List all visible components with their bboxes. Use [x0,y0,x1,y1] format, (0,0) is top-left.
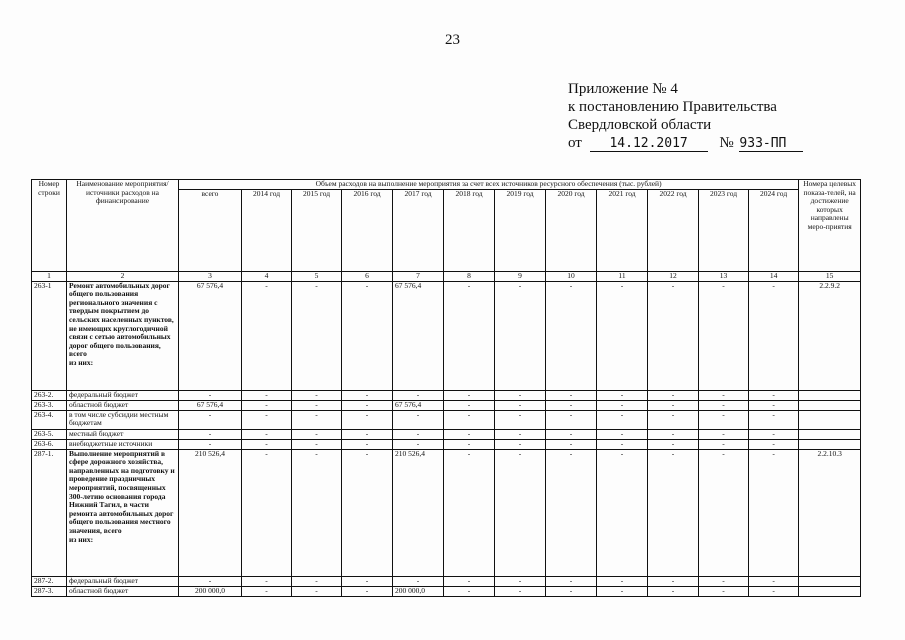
header-year: 2015 год [292,189,342,271]
row-year-cell: - [648,410,699,429]
column-number: 15 [799,271,861,281]
column-number: 13 [699,271,749,281]
row-year-cell: - [648,429,699,439]
header-year: 2014 год [242,189,292,271]
row-year-cell: - [546,586,597,596]
table-row [32,400,861,410]
row-name-cell [67,439,179,449]
row-year-cell: - [699,586,749,596]
row-year-cell: - [749,576,799,586]
row-year-cell: - [546,281,597,390]
row-year-cell: - [699,400,749,410]
row-year-cell: - [292,586,342,596]
header-year: 2021 год [597,189,648,271]
resolution-number: 933-ПП [739,137,803,152]
column-number: 12 [648,271,699,281]
header-year: 2016 год [342,189,393,271]
row-number-cell: 263-3. [32,400,67,410]
row-year-cell: - [342,586,393,596]
row-target-cell [799,586,861,596]
header-volume: Объем расходов на выполнение мероприятия за счет всех источников ресурсного обеспечения (тыс. рублей) [179,180,799,190]
row-year-cell: - [546,390,597,400]
row-name-text: федеральный бюджет [69,390,139,399]
table-row [32,439,861,449]
header-year: 2017 год [393,189,444,271]
header-year: 2022 год [648,189,699,271]
row-year-cell: - [597,281,648,390]
row-year-cell: - [393,390,444,400]
row-total-cell: - [179,410,242,429]
row-year-cell: - [342,410,393,429]
row-year-cell: - [749,449,799,576]
expenses-table [31,179,861,597]
row-year-cell: - [749,439,799,449]
row-name-cell [67,281,179,390]
row-name-tail: из них: [69,357,94,367]
row-year-cell: - [749,400,799,410]
appendix-header [568,80,803,152]
column-number: 14 [749,271,799,281]
row-name-cell [67,390,179,400]
row-name-text: федеральный бюджет [69,576,139,585]
row-year-cell: - [393,429,444,439]
row-year-cell: - [699,429,749,439]
row-year-cell: - [292,400,342,410]
row-year-cell: - [292,429,342,439]
row-year-cell: - [242,390,292,400]
row-year-cell: - [597,586,648,596]
row-target-cell [799,429,861,439]
row-year-cell: - [648,449,699,576]
row-total-cell: 200 000,0 [179,586,242,596]
row-total-cell: 67 576,4 [179,281,242,390]
row-year-cell: - [444,576,495,586]
row-year-cell: - [444,410,495,429]
row-year-cell: - [749,281,799,390]
row-year-cell: - [597,400,648,410]
row-year-cell: - [342,281,393,390]
column-number: 4 [242,271,292,281]
row-year-cell: - [546,449,597,576]
row-year-cell: - [342,576,393,586]
column-number: 9 [495,271,546,281]
row-year-cell: - [546,576,597,586]
row-year-cell: - [242,281,292,390]
header-row-number: Номер строки [32,180,67,272]
column-number: 8 [444,271,495,281]
row-name-text: местный бюджет [69,429,124,438]
row-year-cell: - [749,429,799,439]
row-number-cell: 263-5. [32,429,67,439]
row-year-cell: - [393,439,444,449]
row-year-cell: - [546,439,597,449]
row-name-text: областной бюджет [69,586,129,595]
row-year-cell: - [342,390,393,400]
row-target-cell [799,400,861,410]
row-year-cell: - [749,390,799,400]
column-number: 11 [597,271,648,281]
row-year-cell: - [242,439,292,449]
row-year-cell: - [342,449,393,576]
row-name-text: в том числе субсидии местным бюджетам [69,410,169,428]
date-prefix: от [568,135,582,151]
row-year-cell: - [495,429,546,439]
row-year-cell: - [444,586,495,596]
row-name-cell [67,449,179,576]
appendix-line-2: к постановлению Правительства [568,99,777,115]
row-year-cell: 200 000,0 [393,586,444,596]
appendix-date-line [568,134,803,152]
appendix-line-3: Свердловской области [568,117,712,133]
row-year-cell: - [292,439,342,449]
row-year-cell: - [342,400,393,410]
row-year-cell: - [444,449,495,576]
row-year-cell: - [648,586,699,596]
header-year: 2019 год [495,189,546,271]
row-target-cell [799,410,861,429]
row-year-cell: - [597,439,648,449]
header-year: 2023 год [699,189,749,271]
row-number-cell: 263-2. [32,390,67,400]
row-year-cell: - [495,449,546,576]
row-year-cell: - [597,429,648,439]
row-total-cell: - [179,429,242,439]
row-year-cell: - [242,429,292,439]
header-year: 2018 год [444,189,495,271]
row-year-cell: - [699,449,749,576]
row-year-cell: - [699,281,749,390]
row-year-cell: - [292,281,342,390]
table-row [32,281,861,390]
row-year-cell: - [444,390,495,400]
row-year-cell: - [393,410,444,429]
row-number-cell: 263-4. [32,410,67,429]
header-name: Наименование мероприятия/источники расходов на финансирование [67,180,179,272]
row-year-cell: - [546,429,597,439]
row-year-cell: - [699,410,749,429]
row-year-cell: - [597,390,648,400]
row-year-cell: - [444,429,495,439]
table-row [32,410,861,429]
row-year-cell: - [495,400,546,410]
row-year-cell: - [597,449,648,576]
row-total-cell: - [179,576,242,586]
row-year-cell: - [648,576,699,586]
row-target-cell [799,390,861,400]
row-year-cell: - [495,439,546,449]
row-year-cell: - [597,410,648,429]
row-name-cell [67,576,179,586]
header-targets: Номера целевых показа-телей, на достижение которых направлены меро-приятия [799,180,861,272]
row-year-cell: - [699,576,749,586]
row-year-cell: - [495,281,546,390]
row-name-cell [67,429,179,439]
column-number: 2 [67,271,179,281]
row-year-cell: - [749,586,799,596]
row-name-tail: из них: [69,534,94,544]
row-total-cell: - [179,390,242,400]
row-year-cell: - [648,281,699,390]
row-year-cell: - [648,390,699,400]
row-year-cell: 210 526,4 [393,449,444,576]
row-year-cell: - [495,410,546,429]
row-year-cell: - [699,439,749,449]
row-year-cell: - [242,586,292,596]
row-year-cell: - [444,400,495,410]
row-year-cell: - [292,576,342,586]
row-target-cell [799,439,861,449]
row-year-cell: 67 576,4 [393,400,444,410]
row-year-cell: - [495,576,546,586]
row-year-cell: - [342,439,393,449]
row-name-text: областной бюджет [69,400,129,409]
row-year-cell: - [242,410,292,429]
row-year-cell: - [546,400,597,410]
table-row [32,390,861,400]
row-total-cell: - [179,439,242,449]
column-number: 6 [342,271,393,281]
page-number: 23 [445,32,460,48]
row-year-cell: - [495,390,546,400]
table-row [32,449,861,576]
row-year-cell: - [242,576,292,586]
row-number-cell: 263-6. [32,439,67,449]
row-target-cell [799,576,861,586]
row-year-cell: - [292,390,342,400]
row-year-cell: - [393,576,444,586]
table-row [32,429,861,439]
row-year-cell: 67 576,4 [393,281,444,390]
row-name-text: Выполнение мероприятий в сфере дорожного хозяйства, направленных на подготовку и проведение праздничных мероприятий, посвященных 300-летию основания города Нижний Тагил, в части ремонта автомобильных дорог общего пользования местного значения, всего [69,449,175,535]
row-total-cell: 210 526,4 [179,449,242,576]
number-prefix: № [719,135,734,151]
appendix-line-1: Приложение № 4 [568,81,678,97]
column-number: 7 [393,271,444,281]
resolution-date: 14.12.2017 [590,137,708,152]
row-year-cell: - [648,439,699,449]
header-total: всего [179,189,242,271]
row-number-cell: 263-1 [32,281,67,390]
column-number: 3 [179,271,242,281]
row-year-cell: - [242,400,292,410]
row-number-cell: 287-2. [32,576,67,586]
row-number-cell: 287-3. [32,586,67,596]
row-name-cell [67,410,179,429]
column-number: 5 [292,271,342,281]
column-number: 10 [546,271,597,281]
header-year: 2024 год [749,189,799,271]
row-total-cell: 67 576,4 [179,400,242,410]
row-name-text: внебюджетные источники [69,439,153,448]
row-name-cell [67,400,179,410]
row-year-cell: - [546,410,597,429]
row-year-cell: - [292,449,342,576]
header-year: 2020 год [546,189,597,271]
row-target-cell: 2.2.10.3 [799,449,861,576]
row-year-cell: - [597,576,648,586]
row-year-cell: - [292,410,342,429]
row-year-cell: - [749,410,799,429]
table-row [32,576,861,586]
row-year-cell: - [495,586,546,596]
row-number-cell: 287-1. [32,449,67,576]
row-year-cell: - [699,390,749,400]
row-name-text: Ремонт автомобильных дорог общего пользования регионального значения с твердым покрытием до сельских населенных пунктов, не имеющих круглогодичной связи с сетью автомобильных дорог общего пользования, всего [69,281,174,359]
row-year-cell: - [648,400,699,410]
row-year-cell: - [242,449,292,576]
row-name-cell [67,586,179,596]
row-year-cell: - [444,281,495,390]
row-year-cell: - [444,439,495,449]
column-number: 1 [32,271,67,281]
row-target-cell: 2.2.9.2 [799,281,861,390]
table-row [32,586,861,596]
row-year-cell: - [342,429,393,439]
